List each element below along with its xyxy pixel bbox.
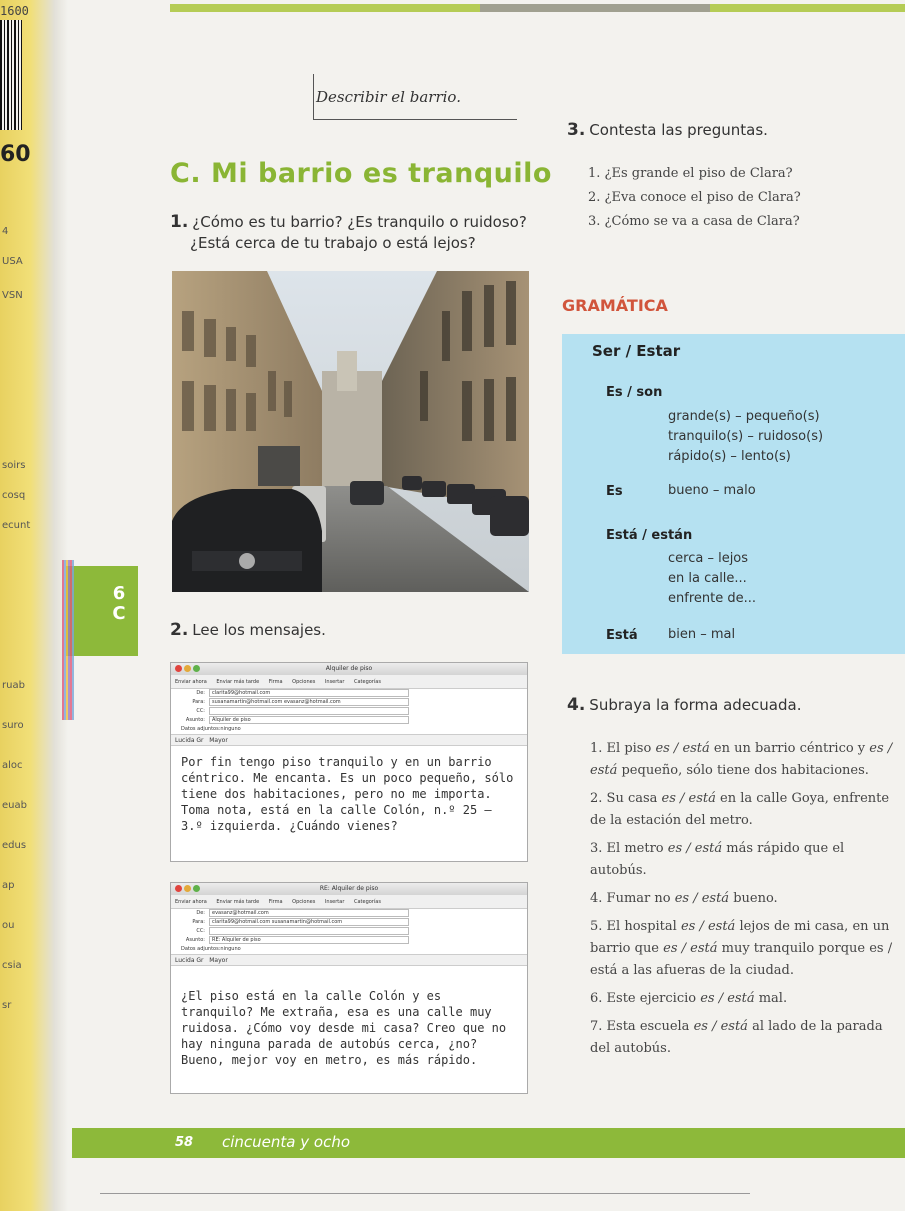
spine-fragment: csia bbox=[2, 960, 22, 971]
send-now-button[interactable]: Enviar ahora bbox=[175, 679, 207, 685]
exercise-1-line2: ¿Está cerca de tu trabajo o está lejos? bbox=[190, 234, 476, 252]
spine-fragment: USA bbox=[2, 256, 23, 267]
list-item: 6. Este ejercicio es / está mal. bbox=[590, 991, 788, 1006]
subject-row: Asunto: Alquiler de piso bbox=[171, 716, 527, 725]
choice-option[interactable]: es / está bbox=[667, 841, 723, 856]
spine-fragment: sr bbox=[2, 1000, 12, 1011]
adjacent-page-number: 60 bbox=[0, 142, 31, 167]
section-title: C. Mi barrio es tranquilo bbox=[170, 158, 552, 189]
from-row: De: clarita99@hotmail.com bbox=[171, 689, 527, 698]
email-body[interactable]: ¿El piso está en la calle Colón y es tranquilo? Me extraña, esa es una calle muy ruidosa. ¿Cómo voy desde mi casa? Creo que no hay ninguna parada de autobús cerca, ¿no? Bueno, mejor voy en metro, es más rápido. bbox=[181, 989, 507, 1067]
to-field[interactable]: clarita99@hotmail.com susanamartin@hotmail.com bbox=[209, 918, 409, 926]
send-now-button[interactable]: Enviar ahora bbox=[175, 899, 207, 905]
grammar-value-es: bueno – malo bbox=[668, 483, 756, 498]
insert-button[interactable]: Insertar bbox=[324, 899, 345, 905]
to-field[interactable]: susanamartin@hotmail.com evasanz@hotmail.com bbox=[209, 698, 409, 706]
to-row: Para: susanamartin@hotmail.com evasanz@hotmail.com bbox=[171, 698, 527, 707]
page-number: 58 bbox=[175, 1135, 194, 1150]
exercise-3-text: Contesta las preguntas. bbox=[589, 121, 768, 139]
font-select[interactable]: Lucida Gr bbox=[175, 957, 204, 964]
exercise-4-text: Subraya la forma adecuada. bbox=[589, 696, 802, 714]
spine-fragment: soirs bbox=[2, 460, 26, 471]
email-titlebar bbox=[171, 883, 527, 895]
spine-fragment: euab bbox=[2, 800, 27, 811]
from-field[interactable]: evasanz@hotmail.com bbox=[209, 909, 409, 917]
size-select[interactable]: Mayor bbox=[209, 737, 228, 744]
send-later-button[interactable]: Enviar más tarde bbox=[216, 679, 260, 685]
attachments-row[interactable]: Datos adjuntos:ninguno bbox=[181, 726, 241, 732]
question-item: 3. ¿Cómo se va a casa de Clara? bbox=[588, 214, 800, 229]
street-photo bbox=[172, 271, 529, 592]
size-select[interactable]: Mayor bbox=[209, 957, 228, 964]
spine-fragment: ap bbox=[2, 880, 15, 891]
lesson-objective: Describir el barrio. bbox=[316, 88, 461, 106]
grammar-values-esta-estan: cerca – lejos en la calle... enfrente de... bbox=[668, 551, 756, 606]
close-icon[interactable] bbox=[175, 665, 182, 672]
unit-tab-label: 6 C bbox=[112, 583, 126, 624]
window-controls bbox=[175, 885, 202, 897]
cc-row: CC: bbox=[171, 707, 527, 716]
exercise-number: 4. bbox=[567, 695, 586, 715]
subject-row: Asunto: RE: Alquiler de piso bbox=[171, 936, 527, 945]
email-body[interactable]: Por fin tengo piso tranquilo y en un barrio céntrico. Me encanta. Es un poco pequeño, sólo tiene dos habitaciones, pero no me importa. Toma nota, está en la calle Colón, n.º 25 – 3.º izquierda. ¿Cuándo vienes? bbox=[181, 755, 514, 833]
list-item: 4. Fumar no es / está bueno. bbox=[590, 891, 778, 906]
question-item: 1. ¿Es grande el piso de Clara? bbox=[588, 166, 793, 181]
footer-bar bbox=[72, 1128, 905, 1158]
barcode-strip bbox=[0, 20, 22, 130]
from-field[interactable]: clarita99@hotmail.com bbox=[209, 689, 409, 697]
objective-bracket-vertical bbox=[313, 74, 314, 120]
spine-fragment: aloc bbox=[2, 760, 23, 771]
exercise-number: 2. bbox=[170, 620, 189, 640]
spine-fragment: cosq bbox=[2, 490, 26, 501]
spine-fragment: VSN bbox=[2, 290, 23, 301]
grammar-heading: GRAMÁTICA bbox=[562, 296, 668, 315]
close-icon[interactable] bbox=[175, 885, 182, 892]
signature-button[interactable]: Firma bbox=[268, 899, 283, 905]
list-item: 7. Esta escuela es / está al lado de la parada del autobús. bbox=[590, 1019, 883, 1056]
choice-option[interactable]: es / está bbox=[661, 791, 716, 806]
minimize-icon[interactable] bbox=[184, 665, 191, 672]
page-edge-stripes bbox=[62, 560, 74, 720]
exercise-1 bbox=[170, 212, 530, 254]
spine-fragment: ou bbox=[2, 920, 15, 931]
send-later-button[interactable]: Enviar más tarde bbox=[216, 899, 260, 905]
list-item: 5. El hospital es / está lejos de mi casa, en un barrio que es / está muy tranquilo porque es / está a las afueras de la ciudad. bbox=[590, 919, 893, 978]
email-toolbar bbox=[171, 895, 527, 909]
choice-option[interactable]: es / está bbox=[663, 941, 718, 956]
street-photo-illustration bbox=[172, 271, 529, 592]
choice-option[interactable]: es / está bbox=[655, 741, 710, 756]
exercise-3 bbox=[567, 120, 768, 141]
window-controls bbox=[175, 665, 202, 677]
exercise-4-list bbox=[590, 738, 905, 1066]
exercise-2 bbox=[170, 620, 326, 641]
exercise-4 bbox=[567, 695, 801, 716]
list-item: 1. El piso es / está en un barrio céntrico y es / está pequeño, sólo tiene dos habitaciones. bbox=[590, 741, 893, 778]
cc-field[interactable] bbox=[209, 707, 409, 715]
isbn-fragment: 1600 bbox=[0, 4, 29, 18]
format-toolbar bbox=[171, 954, 527, 966]
exercise-1-line1: ¿Cómo es tu barrio? ¿Es tranquilo o ruidoso? bbox=[192, 213, 527, 231]
spine-fragment: suro bbox=[2, 720, 24, 731]
options-button[interactable]: Opciones bbox=[292, 899, 316, 905]
subject-field[interactable]: Alquiler de piso bbox=[209, 716, 409, 724]
page-number-words: cincuenta y ocho bbox=[222, 1133, 351, 1151]
choice-option[interactable]: es / está bbox=[693, 1019, 748, 1034]
cc-field[interactable] bbox=[209, 927, 409, 935]
grammar-label-esta-estan: Está / están bbox=[606, 528, 693, 543]
bottom-rule bbox=[100, 1193, 750, 1194]
insert-button[interactable]: Insertar bbox=[324, 679, 345, 685]
email-toolbar bbox=[171, 675, 527, 689]
choice-option[interactable]: es / está bbox=[680, 919, 736, 934]
spine-fragment: ruab bbox=[2, 680, 25, 691]
list-item: 3. El metro es / está más rápido que el autobús. bbox=[590, 841, 845, 878]
grammar-label-es-son: Es / son bbox=[606, 385, 663, 400]
exercise-number: 1. bbox=[170, 212, 189, 232]
list-item: 2. Su casa es / está en la calle Goya, enfrente de la estación del metro. bbox=[590, 791, 890, 828]
email-titlebar bbox=[171, 663, 527, 675]
email-window-title: Alquiler de piso bbox=[325, 665, 373, 672]
question-item: 2. ¿Eva conoce el piso de Clara? bbox=[588, 190, 801, 205]
cc-row: CC: bbox=[171, 927, 527, 936]
email-window-1 bbox=[170, 662, 528, 862]
to-row: Para: clarita99@hotmail.com susanamartin@hotmail.com bbox=[171, 918, 527, 927]
left-page-spine bbox=[0, 0, 68, 1211]
grammar-value-esta: bien – mal bbox=[668, 627, 736, 642]
grammar-label-esta: Está bbox=[606, 628, 638, 643]
from-row: De: evasanz@hotmail.com bbox=[171, 909, 527, 918]
exercise-number: 3. bbox=[567, 120, 586, 140]
choice-option[interactable]: es / está bbox=[590, 741, 893, 778]
spine-fragment: ecunt bbox=[2, 520, 31, 531]
format-toolbar bbox=[171, 734, 527, 746]
attachments-row[interactable]: Datos adjuntos:ninguno bbox=[181, 946, 241, 952]
grammar-label-es: Es bbox=[606, 484, 623, 499]
top-rule-dark bbox=[480, 4, 710, 12]
email-window-2 bbox=[170, 882, 528, 1094]
spine-fragment: 4 bbox=[2, 226, 9, 237]
minimize-icon[interactable] bbox=[184, 885, 191, 892]
categories-button[interactable]: Categorías bbox=[353, 679, 381, 685]
objective-bracket-horizontal bbox=[313, 119, 517, 120]
choice-option[interactable]: es / está bbox=[700, 991, 755, 1006]
spine-fragment: edus bbox=[2, 840, 27, 851]
signature-button[interactable]: Firma bbox=[268, 679, 283, 685]
grammar-box-title: Ser / Estar bbox=[592, 342, 681, 360]
question-list bbox=[588, 162, 801, 234]
font-select[interactable]: Lucida Gr bbox=[175, 737, 204, 744]
options-button[interactable]: Opciones bbox=[292, 679, 316, 685]
subject-field[interactable]: RE: Alquiler de piso bbox=[209, 936, 409, 944]
zoom-icon[interactable] bbox=[193, 665, 200, 672]
exercise-2-text: Lee los mensajes. bbox=[192, 621, 326, 639]
categories-button[interactable]: Categorías bbox=[353, 899, 381, 905]
zoom-icon[interactable] bbox=[193, 885, 200, 892]
email-window-title: RE: Alquiler de piso bbox=[319, 885, 379, 892]
choice-option[interactable]: es / está bbox=[674, 891, 730, 906]
grammar-values-es-son: grande(s) – pequeño(s) tranquilo(s) – ruidoso(s) rápido(s) – lento(s) bbox=[668, 409, 824, 464]
